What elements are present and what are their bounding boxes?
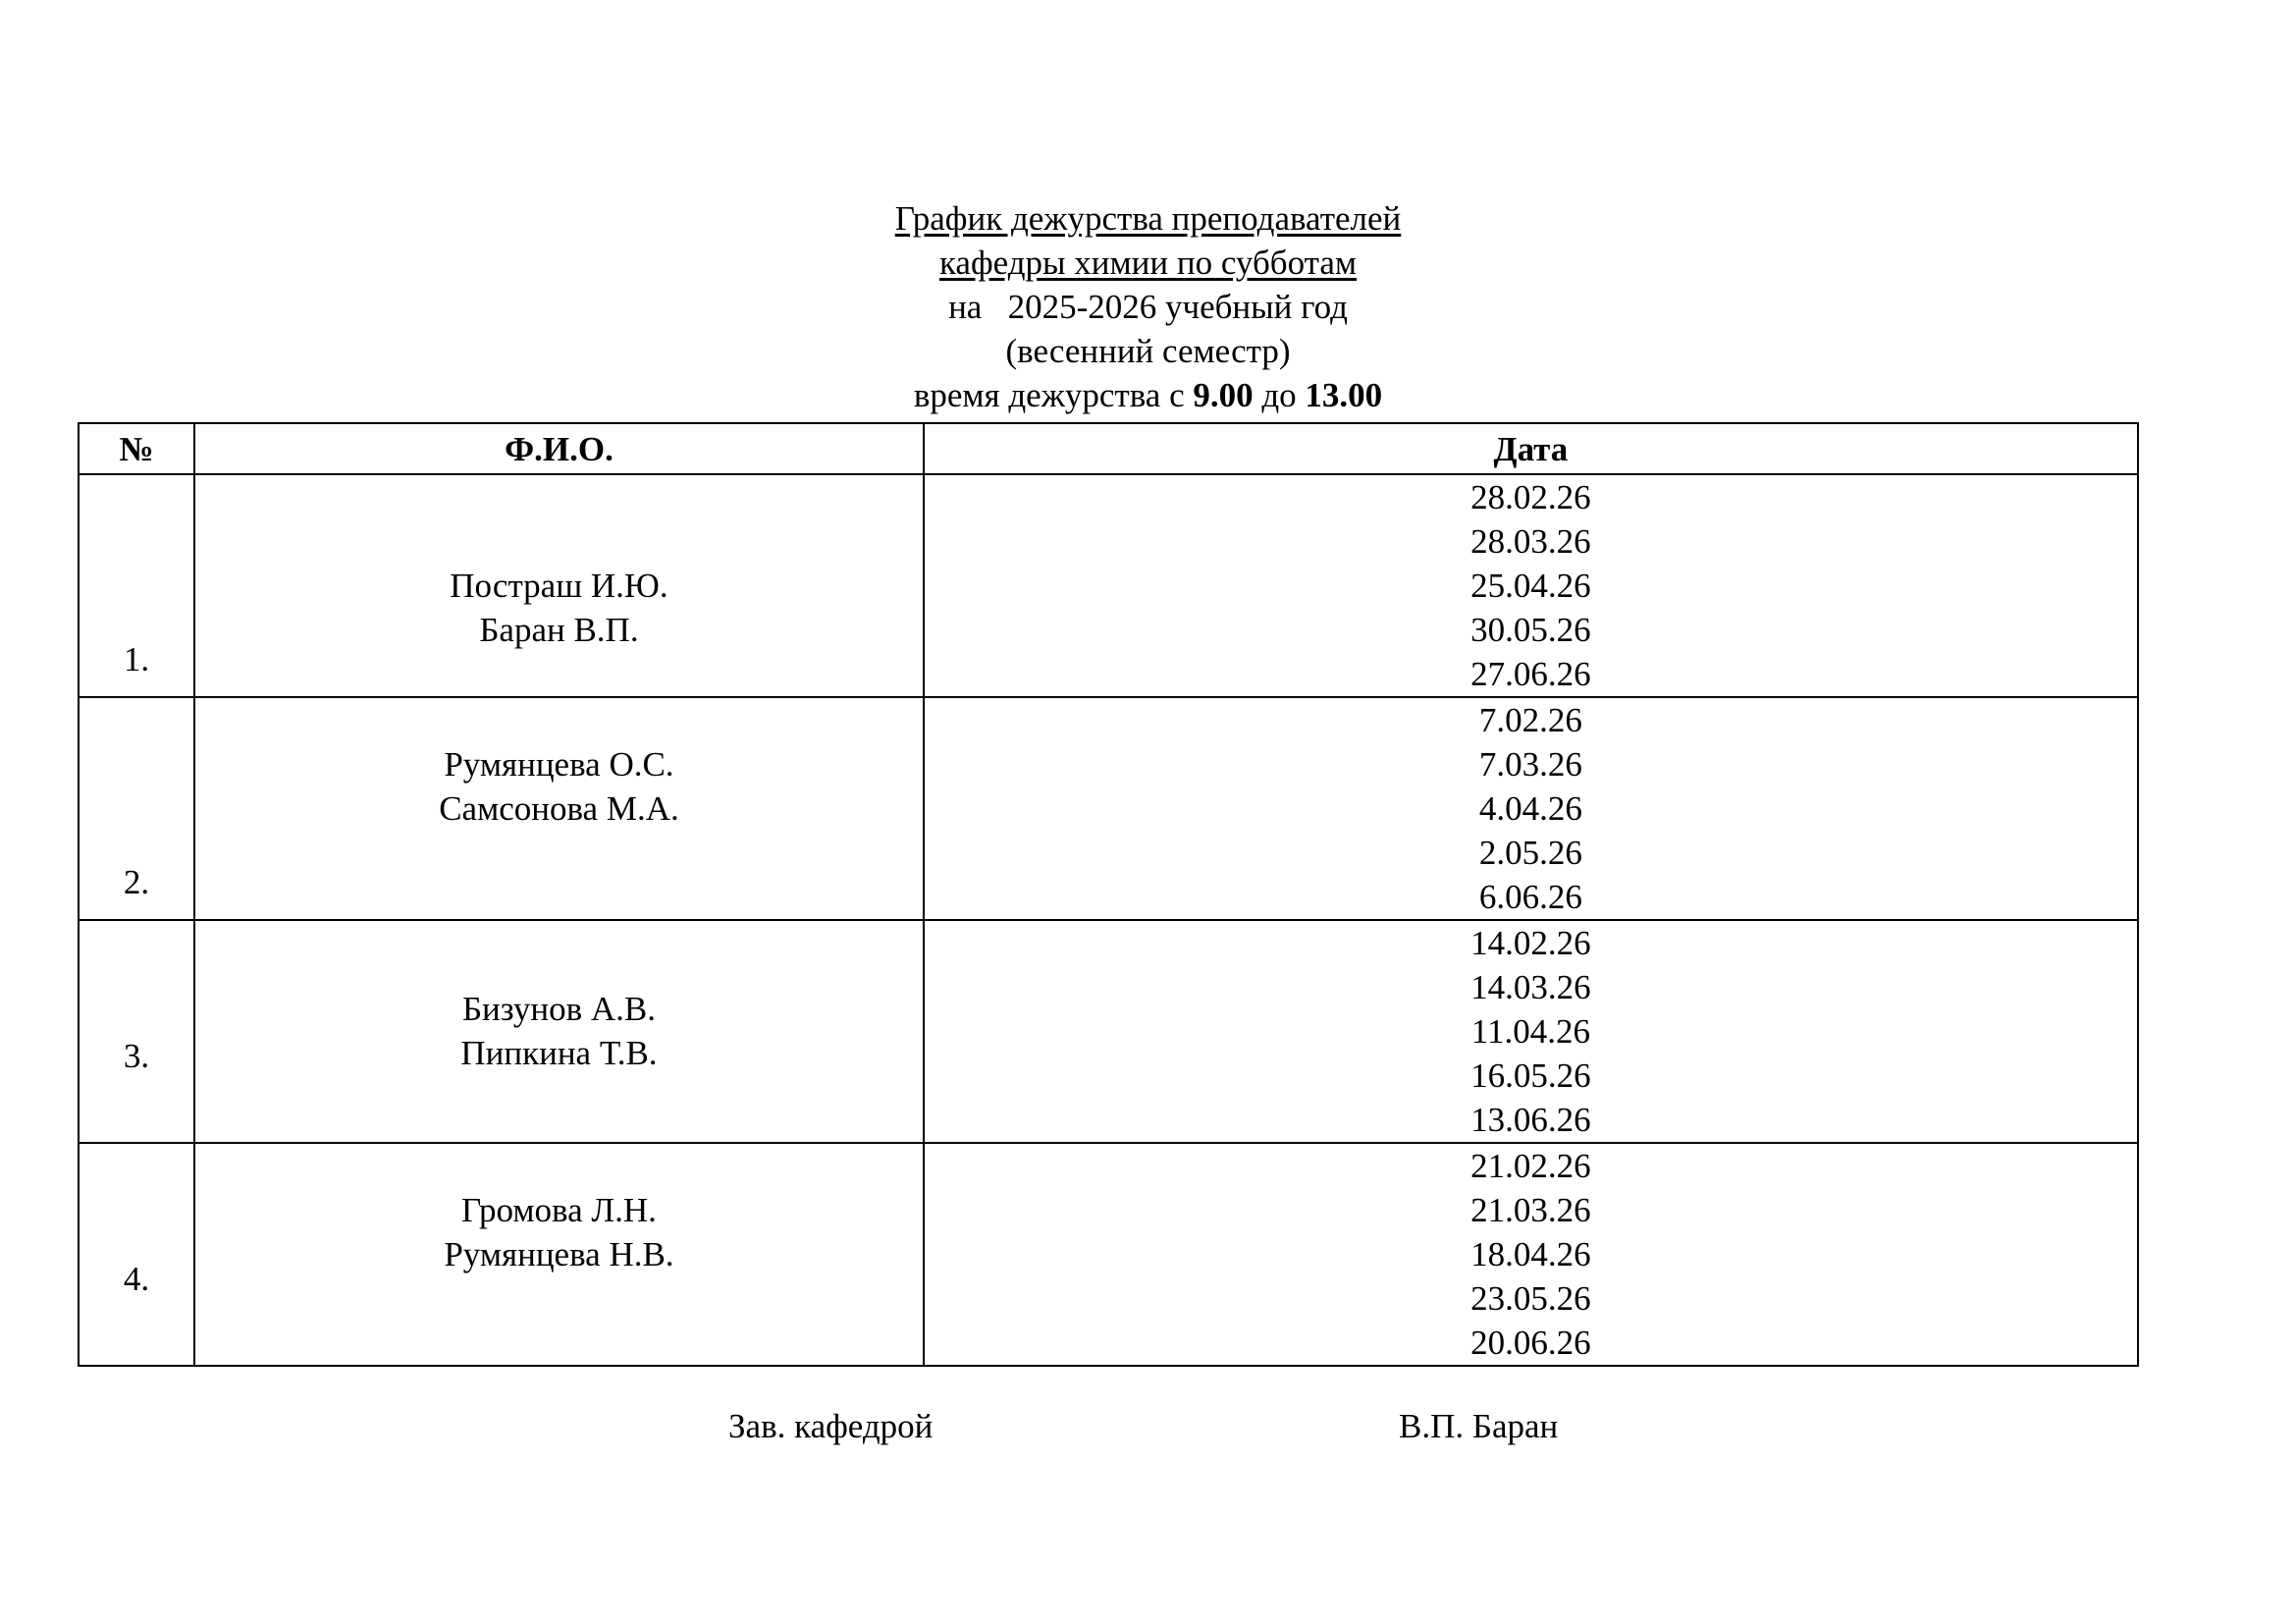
- duty-time-end: 13.00: [1305, 376, 1383, 414]
- names-cell: [194, 697, 924, 920]
- table-row: [79, 474, 2138, 697]
- title-line-1: График дежурства преподавателей: [894, 199, 1402, 238]
- duty-date: 14.02.26: [1470, 924, 1591, 962]
- duty-time-mid: до: [1253, 376, 1306, 414]
- teacher-name: Самсонова М.А.: [439, 789, 679, 828]
- duty-date: 7.02.26: [1478, 701, 1582, 739]
- duty-date: 28.03.26: [1470, 522, 1591, 561]
- academic-year: на 2025-2026 учебный год: [948, 288, 1348, 326]
- footer-signatory: В.П. Баран: [1399, 1407, 1559, 1445]
- header-fio: Ф.И.О.: [194, 423, 924, 474]
- teacher-name: Громова Л.Н.: [461, 1191, 657, 1229]
- header-num: №: [79, 423, 194, 474]
- document-header: [0, 196, 2296, 417]
- duty-schedule-table: [78, 422, 2139, 1367]
- title-line-2: кафедры химии по субботам: [938, 244, 1358, 282]
- teacher-name: Бизунов А.В.: [461, 990, 656, 1028]
- duty-date: 14.03.26: [1470, 968, 1591, 1006]
- duty-date: 20.06.26: [1470, 1324, 1591, 1362]
- row-number-cell: [79, 1143, 194, 1366]
- duty-date: 2.05.26: [1478, 834, 1582, 872]
- row-number-cell: [79, 920, 194, 1143]
- header-date: Дата: [924, 423, 2138, 474]
- duty-date: 30.05.26: [1470, 611, 1591, 649]
- duty-date: 4.04.26: [1478, 789, 1582, 828]
- duty-date: 23.05.26: [1470, 1279, 1591, 1318]
- duty-date: 16.05.26: [1470, 1056, 1591, 1095]
- duty-date: 21.03.26: [1470, 1191, 1591, 1229]
- footer-position: Зав. кафедрой: [728, 1407, 934, 1445]
- duty-date: 21.02.26: [1470, 1147, 1591, 1185]
- dates-cell: [924, 697, 2138, 920]
- teacher-name: Баран В.П.: [479, 611, 639, 649]
- duty-date: 13.06.26: [1470, 1101, 1591, 1139]
- duty-date: 11.04.26: [1470, 1012, 1590, 1051]
- table-row: [79, 1143, 2138, 1366]
- duty-date: 6.06.26: [1478, 878, 1582, 916]
- row-number-cell: [79, 697, 194, 920]
- duty-date: 28.02.26: [1470, 478, 1591, 516]
- dates-cell: [924, 1143, 2138, 1366]
- duty-date: 25.04.26: [1470, 567, 1591, 605]
- row-number: 1.: [123, 640, 150, 678]
- duty-date: 7.03.26: [1478, 745, 1582, 784]
- duty-time: [0, 373, 2296, 417]
- teacher-name: Постраш И.Ю.: [450, 567, 668, 605]
- row-number: 4.: [123, 1260, 150, 1298]
- table-row: [79, 697, 2138, 920]
- names-cell: [194, 920, 924, 1143]
- teacher-name: Румянцева О.С.: [444, 745, 674, 784]
- duty-time-prefix: время дежурства с: [913, 376, 1194, 414]
- table-row: [79, 920, 2138, 1143]
- row-number: 2.: [123, 863, 150, 901]
- names-cell: [194, 474, 924, 697]
- row-number: 3.: [123, 1037, 150, 1075]
- dates-cell: [924, 920, 2138, 1143]
- dates-cell: [924, 474, 2138, 697]
- names-cell: [194, 1143, 924, 1366]
- duty-date: 27.06.26: [1470, 655, 1591, 693]
- duty-date: 18.04.26: [1470, 1235, 1591, 1273]
- semester: (весенний семестр): [1005, 332, 1291, 370]
- duty-time-start: 9.00: [1193, 376, 1254, 414]
- teacher-name: Пипкина Т.В.: [460, 1034, 658, 1072]
- row-number-cell: [79, 474, 194, 697]
- teacher-name: Румянцева Н.В.: [444, 1235, 674, 1273]
- table-header-row: [79, 423, 2138, 474]
